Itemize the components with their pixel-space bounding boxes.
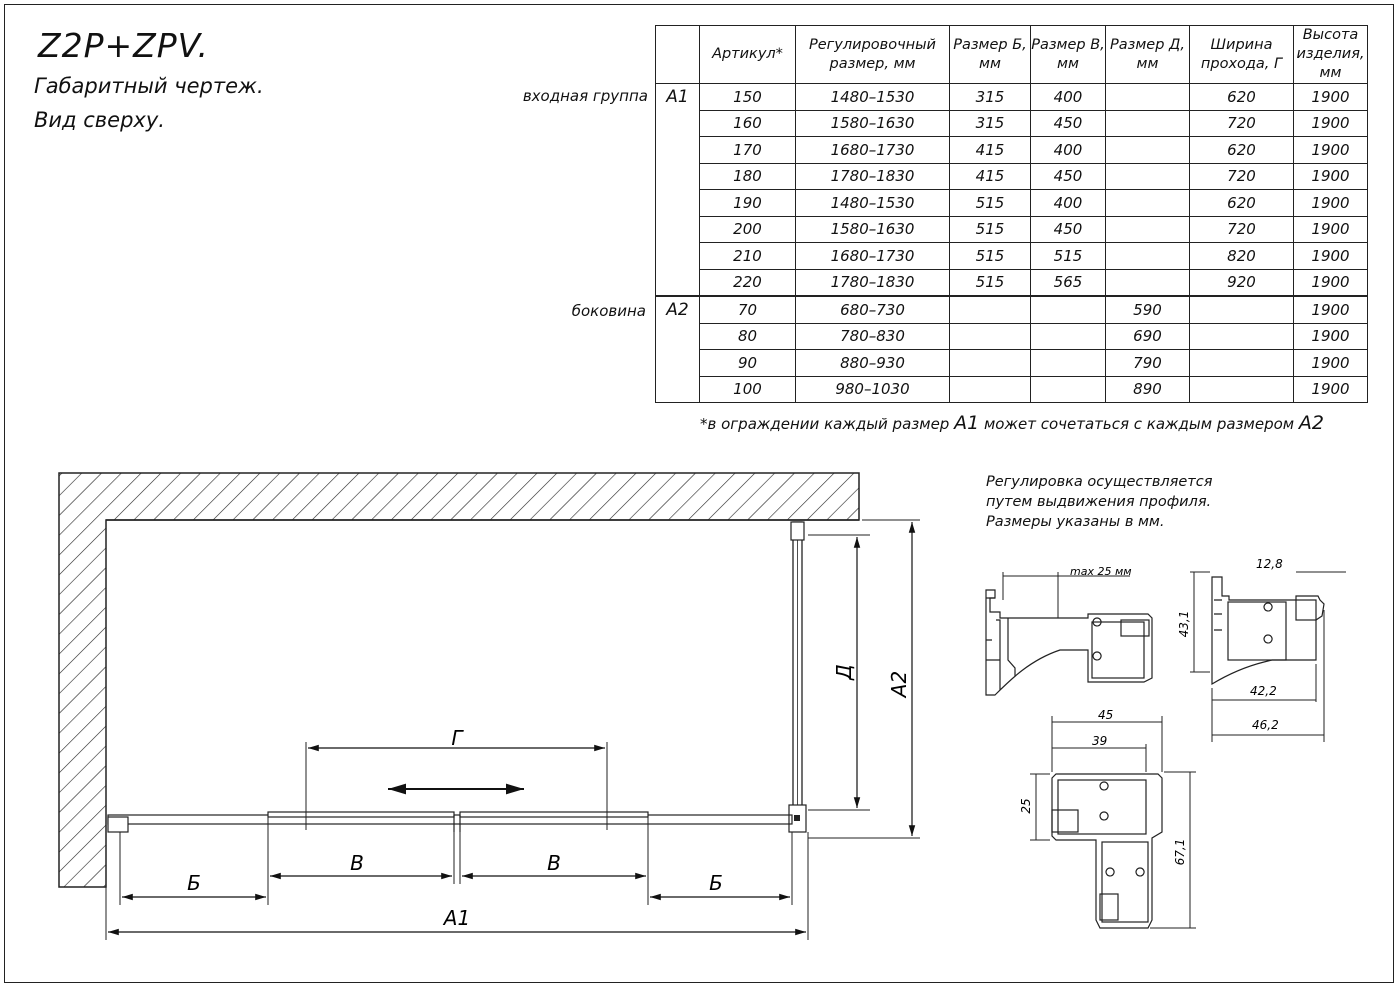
table-cell: 820 xyxy=(1190,243,1294,270)
extension-lines xyxy=(106,520,920,940)
table-header-cell: Размер В, мм xyxy=(1031,26,1106,84)
table-cell: 1900 xyxy=(1294,190,1368,217)
table-cell: 70 xyxy=(700,296,796,323)
dim-label-a1: А1 xyxy=(443,906,471,930)
table-cell: 415 xyxy=(950,163,1031,190)
dim-43-1: 43,1 xyxy=(1177,610,1191,638)
table-cell: 170 xyxy=(700,137,796,164)
dim-39: 39 xyxy=(1092,734,1108,748)
group-code-cell: А1 xyxy=(656,84,700,297)
table-cell: 590 xyxy=(1106,296,1190,323)
table-cell: 1900 xyxy=(1294,216,1368,243)
table-cell: 1580–1630 xyxy=(796,216,950,243)
table-cell: 620 xyxy=(1190,137,1294,164)
table-cell: 400 xyxy=(1031,84,1106,111)
table-cell: 790 xyxy=(1106,350,1190,377)
table-cell: 1900 xyxy=(1294,110,1368,137)
profile-detail-3 xyxy=(1030,716,1196,928)
table-cell: 680–730 xyxy=(796,296,950,323)
table-cell: 180 xyxy=(700,163,796,190)
note-part2: может сочетаться с каждым размером xyxy=(979,415,1299,433)
table-cell: 200 xyxy=(700,216,796,243)
table-cell: 450 xyxy=(1031,216,1106,243)
profile-detail-1 xyxy=(986,572,1152,695)
table-cell: 100 xyxy=(700,376,796,403)
drawing-title: Z2P+ZPV. xyxy=(38,26,209,65)
table-cell: 1780–1830 xyxy=(796,163,950,190)
table-cell: 220 xyxy=(700,269,796,296)
table-cell: 90 xyxy=(700,350,796,377)
table-cell: 80 xyxy=(700,323,796,350)
subtitle-line-2: Вид сверху. xyxy=(34,108,165,132)
table-cell: 515 xyxy=(950,269,1031,296)
table-cell: 515 xyxy=(950,243,1031,270)
wall-hatched xyxy=(59,473,859,887)
dim-label-g: Г xyxy=(451,726,463,750)
profile-detail-2 xyxy=(1190,572,1346,742)
table-header-cell: Регулировочный размер, мм xyxy=(796,26,950,84)
table-cell: 1680–1730 xyxy=(796,137,950,164)
table-cell: 315 xyxy=(950,84,1031,111)
table-cell: 1480–1530 xyxy=(796,190,950,217)
table-cell: 190 xyxy=(700,190,796,217)
subtitle-line-1: Габаритный чертеж. xyxy=(34,74,264,98)
dim-45: 45 xyxy=(1098,708,1114,722)
adjustment-note-line: Размеры указаны в мм. xyxy=(986,514,1165,530)
table-cell: 1900 xyxy=(1294,376,1368,403)
table-header-cell: Высота изделия, мм xyxy=(1294,26,1368,84)
side-panel xyxy=(789,522,806,832)
dimension-lines xyxy=(108,522,912,932)
dim-label-v-right: В xyxy=(547,851,561,875)
dim-46-2: 46,2 xyxy=(1252,718,1279,732)
table-cell: 1900 xyxy=(1294,163,1368,190)
table-cell: 210 xyxy=(700,243,796,270)
table-cell: 450 xyxy=(1031,163,1106,190)
table-cell: 1900 xyxy=(1294,323,1368,350)
dim-25: 25 xyxy=(1019,798,1033,814)
table-cell: 1780–1830 xyxy=(796,269,950,296)
table-cell: 1900 xyxy=(1294,296,1368,323)
dim-label-b-left: Б xyxy=(187,871,201,895)
table-cell: 920 xyxy=(1190,269,1294,296)
adjustment-note-line: путем выдвижения профиля. xyxy=(986,494,1212,510)
table-cell: 980–1030 xyxy=(796,376,950,403)
table-cell: 315 xyxy=(950,110,1031,137)
table-cell: 720 xyxy=(1190,110,1294,137)
dim-max25: max 25 мм xyxy=(1070,565,1132,578)
table-cell: 690 xyxy=(1106,323,1190,350)
table-cell: 880–930 xyxy=(796,350,950,377)
table-cell: 1580–1630 xyxy=(796,110,950,137)
dim-42-2: 42,2 xyxy=(1250,684,1277,698)
table-cell: 515 xyxy=(950,190,1031,217)
note-part1: *в ограждении каждый размер xyxy=(700,415,955,433)
table-header-cell: Размер Д, мм xyxy=(1106,26,1190,84)
table-cell: 400 xyxy=(1031,137,1106,164)
table-cell: 1900 xyxy=(1294,137,1368,164)
table-cell: 565 xyxy=(1031,269,1106,296)
dim-label-a2: А2 xyxy=(887,670,911,698)
table-cell: 1900 xyxy=(1294,84,1368,111)
table-cell: 620 xyxy=(1190,190,1294,217)
group-a1-label: входная группа xyxy=(522,87,648,105)
table-cell: 1680–1730 xyxy=(796,243,950,270)
table-header-cell: Ширина прохода, Г xyxy=(1190,26,1294,84)
table-cell: 1900 xyxy=(1294,269,1368,296)
dim-label-d: Д xyxy=(832,664,856,680)
adjustment-note-line: Регулировка осуществляется xyxy=(986,474,1213,490)
dim-label-b-right: Б xyxy=(709,871,723,895)
table-cell: 620 xyxy=(1190,84,1294,111)
table-cell: 780–830 xyxy=(796,323,950,350)
table-cell: 1900 xyxy=(1294,350,1368,377)
table-header-cell: Размер Б, мм xyxy=(950,26,1031,84)
table-cell: 890 xyxy=(1106,376,1190,403)
table-cell: 415 xyxy=(950,137,1031,164)
front-panels xyxy=(108,812,792,832)
table-cell: 1480–1530 xyxy=(796,84,950,111)
table-cell: 160 xyxy=(700,110,796,137)
dim-label-v-left: В xyxy=(350,851,364,875)
table-cell: 515 xyxy=(950,216,1031,243)
dim-67-1: 67,1 xyxy=(1173,838,1187,866)
table-cell: 150 xyxy=(700,84,796,111)
table-header-cell: Артикул* xyxy=(700,26,796,84)
group-a2-label: боковина xyxy=(571,302,646,320)
table-cell: 400 xyxy=(1031,190,1106,217)
table-cell: 515 xyxy=(1031,243,1106,270)
note-a2: А2 xyxy=(1298,412,1324,434)
table-cell: 720 xyxy=(1190,216,1294,243)
table-cell: 450 xyxy=(1031,110,1106,137)
table-cell: 720 xyxy=(1190,163,1294,190)
dim-12-8: 12,8 xyxy=(1256,557,1283,571)
group-code-cell: А2 xyxy=(656,296,700,403)
note-a1: А1 xyxy=(954,412,980,434)
table-cell: 1900 xyxy=(1294,243,1368,270)
